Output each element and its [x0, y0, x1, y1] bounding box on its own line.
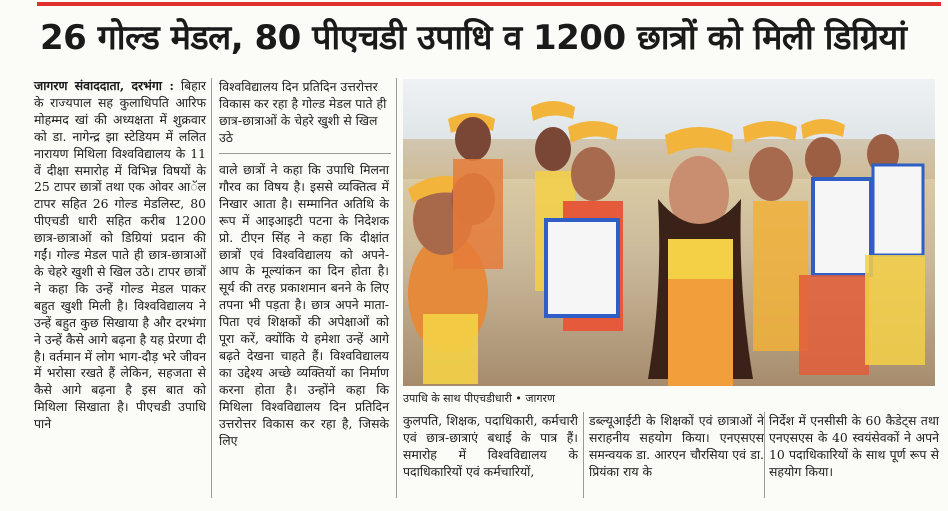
pull-quote: विश्वविद्यालय दिन प्रतिदिन उत्तरोत्तर विकास कर रहा है गोल्ड मेडल पाते ही छात्र-छात्राओं के चेहरे खुशी से खिल उठे — [219, 78, 391, 154]
graduates-photo — [403, 79, 935, 386]
column-divider — [396, 78, 397, 498]
column-divider — [211, 78, 212, 498]
top-red-rule — [37, 2, 941, 6]
column-divider — [583, 412, 584, 498]
article-text-col1: बिहार के राज्यपाल सह कुलाधिपति आरिफ मोहम्मद खां की अध्यक्षता में शुक्रवार को डा. नागेन्द्र झा स्टेडियम में ललित नारायण मिथिला विश्वविद्यालय के 11 वें दीक्षा समारोह में विभिन्न विषयों के 25 टापर छात्रों तथा एक ओवर आॅल टापर सहित 26 गोल्ड मेडलिस्ट, 80 पीएचडी धारी सहित करीब 1200 छात्र-छात्राओं को डिग्रियां प्रदान की गईं। गोल्ड मेडल पाते ही छात्र-छात्राओं के चेहरे खुशी से खिल उठे। टापर छात्रों ने कहा कि उन्हें गोल्ड मेडल पाकर बहुत खुशी मिली है। विश्वविद्यालय ने उन्हें बहुत कुछ सिखाया है और दरभंगा ने उन्हें कैसे आगे बढ़ना है यह प्रेरणा दी है। वर्तमान में लोग भाग-दौड़ भरे जीवन में भरोसा रखते हैं लेकिन, सहजता से कैसे आगे बढ़ना है इस बात को मिथिला सिखाता है। पीएचडी उपाधि पाने — [34, 78, 206, 432]
article-text-col2: वाले छात्रों ने कहा कि उपाधि मिलना गौरव का विषय है। इससे व्यक्तित्व में निखार आता है। सम्मानित अतिथि के रूप में आइआइटी पटना के निदेशक प्रो. टीएन सिंह ने कहा कि दीक्षांत छात्रों एवं विश्वविद्यालय को अपने-आप के मूल्यांकन का दिन होता है। सूर्य की तरह प्रकाशमान बनने के लिए तपना भी पड़ता है। छात्र अपने माता-पिता एवं शिक्षकों की अपेक्षाओं को पूरा करें, क्योंकि ये हमेशा उन्हें आगे बढ़ते देखना चाहते हैं। विश्वविद्यालय का उद्देश्य अच्छे व्यक्तियों का निर्माण करना होता है। उन्होंने कहा कि मिथिला विश्वविद्यालय दिन प्रतिदिन उत्तरोत्तर विकास कर रहा है, जिसके लिए — [219, 162, 389, 448]
article-text-col3: कुलपति, शिक्षक, पदाधिकारी, कर्मचारी एवं छात्र-छात्राएं बधाई के पात्र हैं। समारोह में विश्वविद्यालय के पदाधिकारियों एवं कर्मचारियों, — [403, 413, 578, 479]
photo-caption: उपाधि के साथ पीएचडीधारी • जागरण — [403, 392, 555, 405]
article-column-3 — [403, 413, 578, 481]
headline: 26 गोल्ड मेडल, 80 पीएचडी उपाधि व 1200 छात्रों को मिली डिग्रियां — [40, 18, 907, 58]
graduates-photo-illustration — [403, 79, 935, 386]
article-column-4 — [589, 413, 764, 481]
dateline: जागरण संवाददाता, दरभंगा : — [34, 78, 174, 93]
article-column-5 — [769, 413, 939, 481]
column-divider — [764, 412, 765, 498]
article-column-2 — [219, 162, 389, 449]
article-text-col5: निर्देश में एनसीसी के 60 कैडेट्स तथा एनएसएस के 40 स्वयंसेवकों ने अपने 10 पदाधिकारियों के साथ पूर्ण रूप से सहयोग किया। — [769, 413, 939, 479]
article-column-1 — [34, 78, 206, 433]
article-text-col4: डब्ल्यूआईटी के शिक्षकों एवं छात्राओं ने सराहनीय सहयोग किया। एनएसएस समन्वयक डा. आरएन चौरसिया एवं डा. प्रियंका राय के — [589, 413, 764, 479]
